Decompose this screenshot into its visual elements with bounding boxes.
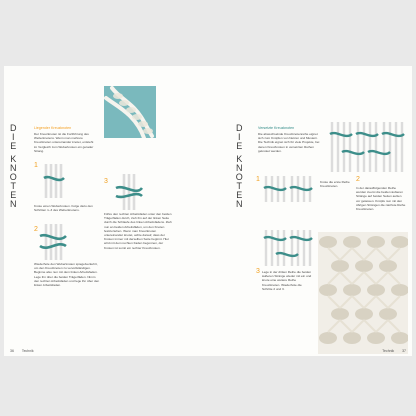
left-step1-diagram: [40, 164, 68, 198]
right-bottom-photo: [318, 232, 408, 354]
left-vertical-title: D I E K N O T E N: [9, 123, 19, 209]
left-step1-text: Knote einen Weberknoten. Folge dazu den Schritten 1–3 des Weberknotens.: [34, 204, 93, 213]
right-footer: [382, 349, 406, 353]
right-step2-text: In der darauffolgenden Reihe werden zuerst die beiden äußeren Stränge auf beiden Seiten außen vor gelassen. Knüpfe nun mit den übrigen Strängen die nächste Reihe Kreuzknoten.: [356, 186, 406, 212]
right-step3-diagram: [262, 230, 318, 266]
left-page-number: 36: [10, 349, 14, 353]
left-intro-text: Der Kreuzknoten ist die Fortführung des Weberknotens. Wenn man mehrere Kreuzknoten untereinander knotet, entsteht im Vergleich zum Weberknoten ein gerader Strang.: [34, 132, 94, 153]
right-section-title: Versetzte Kreuzknoten: [258, 126, 295, 130]
left-step1-number: 1: [34, 162, 38, 169]
right-step1-text: Knote die erste Reihe Kreuzknoten.: [320, 180, 350, 189]
left-footer: [10, 349, 34, 353]
right-step3-text: Lege in der dritten Reihe die beiden äußeren Stränge wieder mit ein und knote eine weitere Reihe Kreuzknoten. Wiederhole die Schritte 2 und 3.: [262, 270, 312, 291]
left-step3-number: 3: [104, 178, 108, 185]
right-page-number: 37: [402, 349, 406, 353]
left-step2-diagram: [36, 224, 70, 260]
left-page: [4, 66, 208, 356]
left-step3-diagram: [112, 174, 146, 210]
right-footer-label: Technik: [382, 349, 395, 353]
left-step2-number: 2: [34, 226, 38, 233]
left-section-title: Liegender Kreuzknoten: [34, 126, 72, 130]
left-step2-text: Wiederhole den Weberknoten spiegelverkehrt, um den Kreuzknoten zu vervollständigen. Beginne also nun mit dem linken Arbeitsfaden. Lege ihn über die beiden Trägerfäden. Nimm den rechten Arbeitsfaden und lege ihn über den linken Arbeitsfaden.: [34, 262, 100, 288]
left-hero-photo: [104, 86, 156, 138]
right-intro-text: Die abwechselnde Kreuzknotenreihe eignet sich zum Knüpfen von Netzen und Mustern. Die Technik eignet sich für viele Projekte, bei denen Kreuzknoten in versetzten Reihen geknotet werden.: [258, 132, 320, 153]
right-page: [208, 66, 412, 356]
left-footer-label: Technik: [21, 349, 34, 353]
right-step3-number: 3: [256, 268, 260, 275]
right-vertical-title: D I E K N O T E N: [235, 123, 245, 209]
left-step3-text: Führe den rechten Arbeitsfaden unter den beiden Trägerfäden durch, zieh ihn auf der linken Seite durch die Schlaufe des linken Arbeitsfadens. Zieh nun an beiden Arbeitsfäden, um den Knoten festzuziehen. Wenn man Kreuzknoten untereinander knotet, achte darauf, dass der Knoten immer mit derselben Seite beginnt. Hier wird mit dem rechten Faden begonnen, der Knoten ist somit ein rechter Kreuzknoten.: [104, 212, 172, 250]
right-top-diagram: [326, 122, 408, 172]
right-step1-number: 1: [256, 176, 260, 183]
right-step2-number: 2: [356, 176, 360, 183]
right-step1-diagram: [262, 176, 318, 202]
